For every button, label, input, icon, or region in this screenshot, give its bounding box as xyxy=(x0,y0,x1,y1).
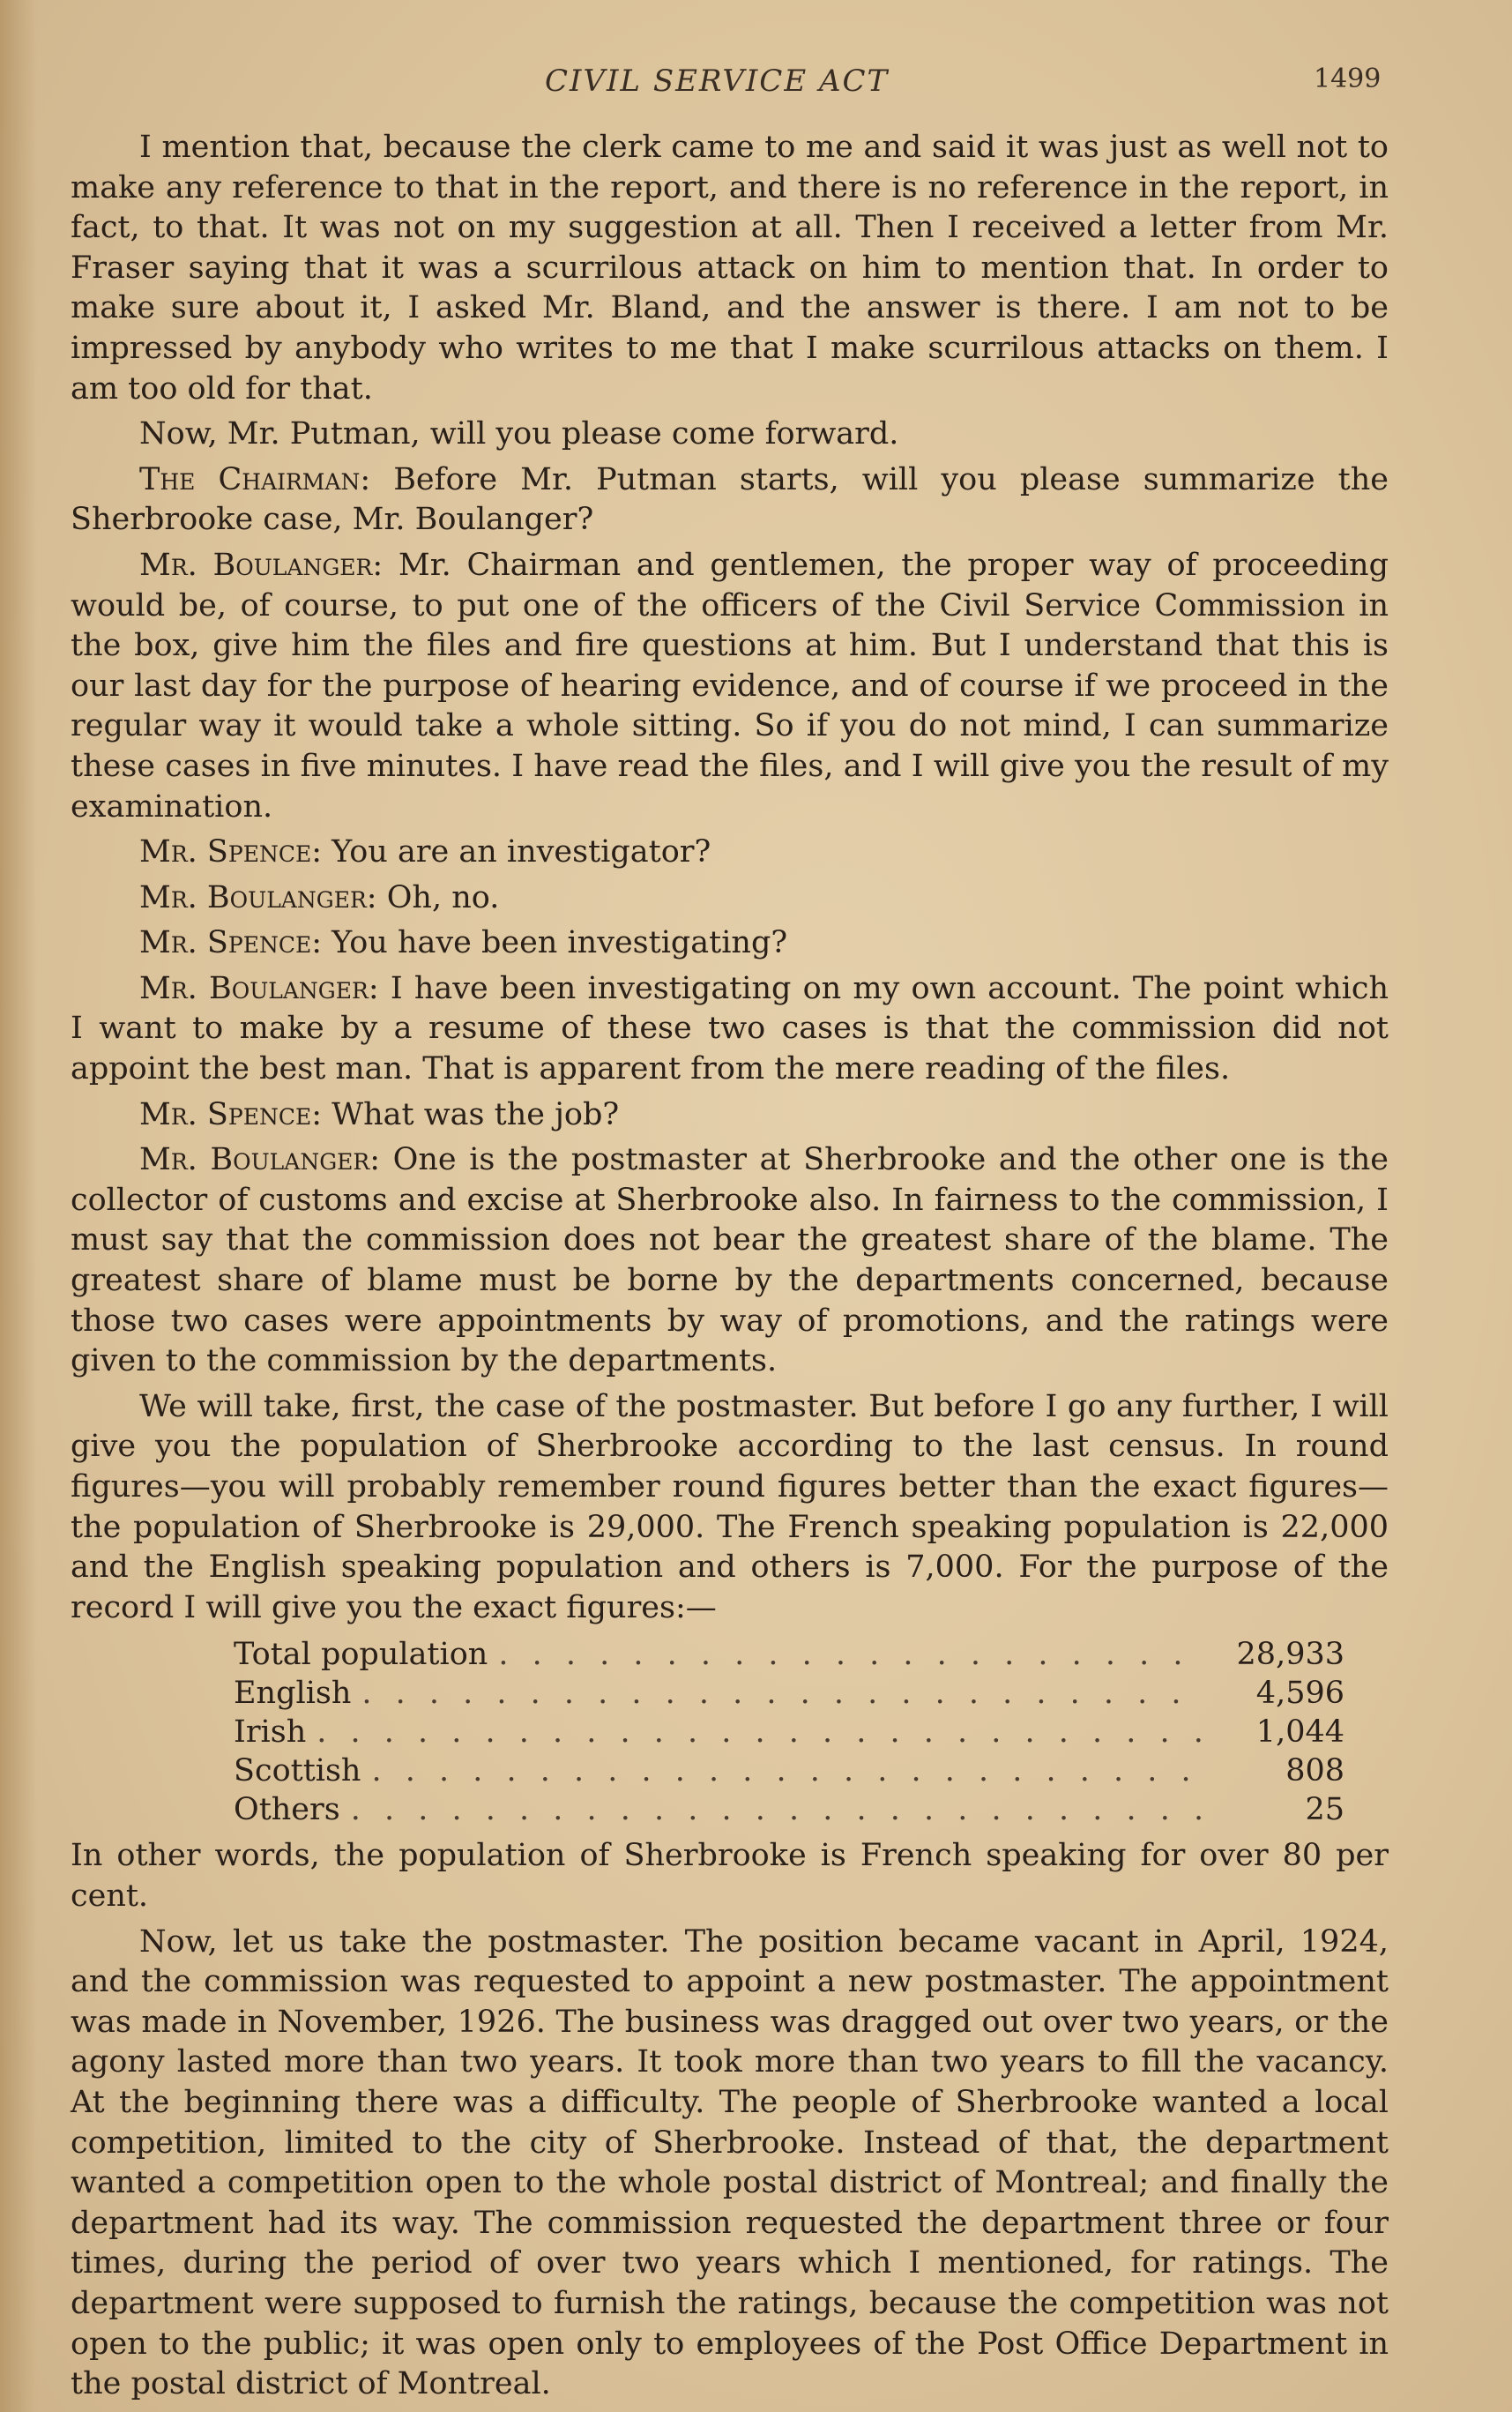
page-header xyxy=(0,63,1512,108)
speech-text: Mr. Chairman and gentlemen, the proper way of proceeding would be, of course, to put one of the officers of the Civil Service Commission in the box, give him the files and fire questions at him. But I understand that this is our last day for the purpose of hearing evidence, and of course if we proceed in the regular way it would take a whole sitting. So if you do not mind, I can summarize these cases in five minutes. I have read the files, and I will give you the result of my examination. xyxy=(71,547,1389,825)
paragraph xyxy=(71,1095,1389,1136)
speech-text: Oh, no. xyxy=(376,879,500,915)
paragraph xyxy=(71,969,1389,1090)
body-text xyxy=(71,128,1389,2410)
paragraph: I mention that, because the clerk came to me and said it was just as well not to make any reference to that in the report, and there is no reference in the report, in fact, to that. It was not on my suggestion at all. Then I received a letter from Mr. Fraser saying that it was a scurrilous attack on him to mention that. In order to make sure about it, I asked Mr. Bland, and the answer is there. I am not to be impressed by anybody who writes to me that I make scurrilous attacks on them. I am too old for that. xyxy=(71,130,1389,407)
speech-text: You are an investigator? xyxy=(322,834,711,870)
row-value: 808 xyxy=(1285,1753,1344,1789)
speaker-name: Mr. Spence: xyxy=(139,925,323,961)
speaker-name: Mr. Spence: xyxy=(139,834,323,870)
speech-text: One is the postmaster at Sherbrooke and the other one is the collector of customs and excise at Sherbrooke also. In fairness to the commission, I must say that the commission does not bear the greatest share of the blame. The greatest share of blame must be borne by the departments concerned, because those two cases were appointments by way of promotions, and the ratings were given to the commission by the departments. xyxy=(71,1142,1389,1379)
paragraph: We will take, first, the case of the postmaster. But before I go any further, I will give you the population of Sherbrooke according to the last census. In round figures—you will probably remember round figures better than the exact figures—the population of Sherbrooke is 29,000. The French speaking population is 22,000 and the English speaking population and others is 7,000. For the purpose of the record I will give you the exact figures:— xyxy=(71,1388,1389,1625)
paragraph xyxy=(71,1140,1389,1382)
leader-dots xyxy=(361,1674,1202,1714)
speech-text: What was the job? xyxy=(322,1096,620,1132)
population-table xyxy=(234,1635,1344,1829)
paragraph xyxy=(71,923,1389,964)
row-label: Others xyxy=(234,1792,340,1828)
paragraph: Now, let us take the postmaster. The position became vacant in April, 1924, and the commission was requested to appoint a new postmaster. The appointment was made in November, 1926. The business was dragged out over two years, or the agony lasted more than two years. It took more than two years to fill the vacancy. At the beginning there was a difficulty. The people of Sherbrooke wanted a local competition, limited to the city of Sherbrooke. Instead of that, the department wanted a competition open to the whole postal district of Montreal; and finally the department had its way. The commission requested the department three or four times, during the period of over two years which I mentioned, for ratings. The department were supposed to furnish the ratings, because the competition was not open to the public; it was open only to employees of the Post Office Department in the postal district of Montreal. xyxy=(71,1923,1389,2402)
row-label: Irish xyxy=(234,1714,307,1751)
speech-text: You have been investigating? xyxy=(322,925,788,961)
page-number: 1499 xyxy=(1314,63,1382,94)
table-row xyxy=(234,1790,1344,1829)
paragraph: In other words, the population of Sherbrooke is French speaking for over 80 per cent. xyxy=(71,1838,1389,1914)
row-value: 4,596 xyxy=(1255,1676,1344,1712)
table-row xyxy=(234,1635,1344,1674)
speaker-name: Mr. Boulanger: xyxy=(139,879,377,915)
row-value: 1,044 xyxy=(1255,1714,1344,1751)
speech-text: Before Mr. Putman starts, will you please summarize the Sherbrooke case, Mr. Boulanger? xyxy=(71,461,1389,538)
table-row xyxy=(234,1713,1344,1751)
speaker-name: Mr. Boulanger: xyxy=(139,1142,381,1178)
paragraph: Now, Mr. Putman, will you please come forward. xyxy=(139,416,899,452)
paragraph xyxy=(71,833,1389,873)
row-label: English xyxy=(234,1676,352,1712)
page-binding-shadow xyxy=(0,0,37,2412)
paragraph xyxy=(71,546,1389,827)
running-head: CIVIL SERVICE ACT xyxy=(545,63,890,99)
leader-dots xyxy=(351,1790,1202,1831)
speaker-name: Mr. Boulanger: xyxy=(139,970,379,1006)
row-value: 25 xyxy=(1305,1792,1344,1828)
row-value: 28,933 xyxy=(1236,1637,1344,1673)
paragraph xyxy=(71,460,1389,541)
row-label: Total population xyxy=(234,1637,488,1673)
paragraph xyxy=(71,878,1389,919)
table-row xyxy=(234,1674,1344,1713)
row-label: Scottish xyxy=(234,1753,361,1789)
speaker-name: Mr. Boulanger: xyxy=(139,547,384,583)
speaker-name: The Chairman: xyxy=(139,461,371,497)
table-row xyxy=(234,1751,1344,1790)
speaker-name: Mr. Spence: xyxy=(139,1096,323,1132)
leader-dots xyxy=(498,1635,1202,1676)
leader-dots xyxy=(317,1713,1202,1753)
speech-text: I have been investigating on my own account. The point which I want to make by a resume of these two cases is that the commission did not appoint the best man. That is apparent from the mere reading of the files. xyxy=(71,970,1389,1087)
leader-dots xyxy=(371,1751,1202,1792)
